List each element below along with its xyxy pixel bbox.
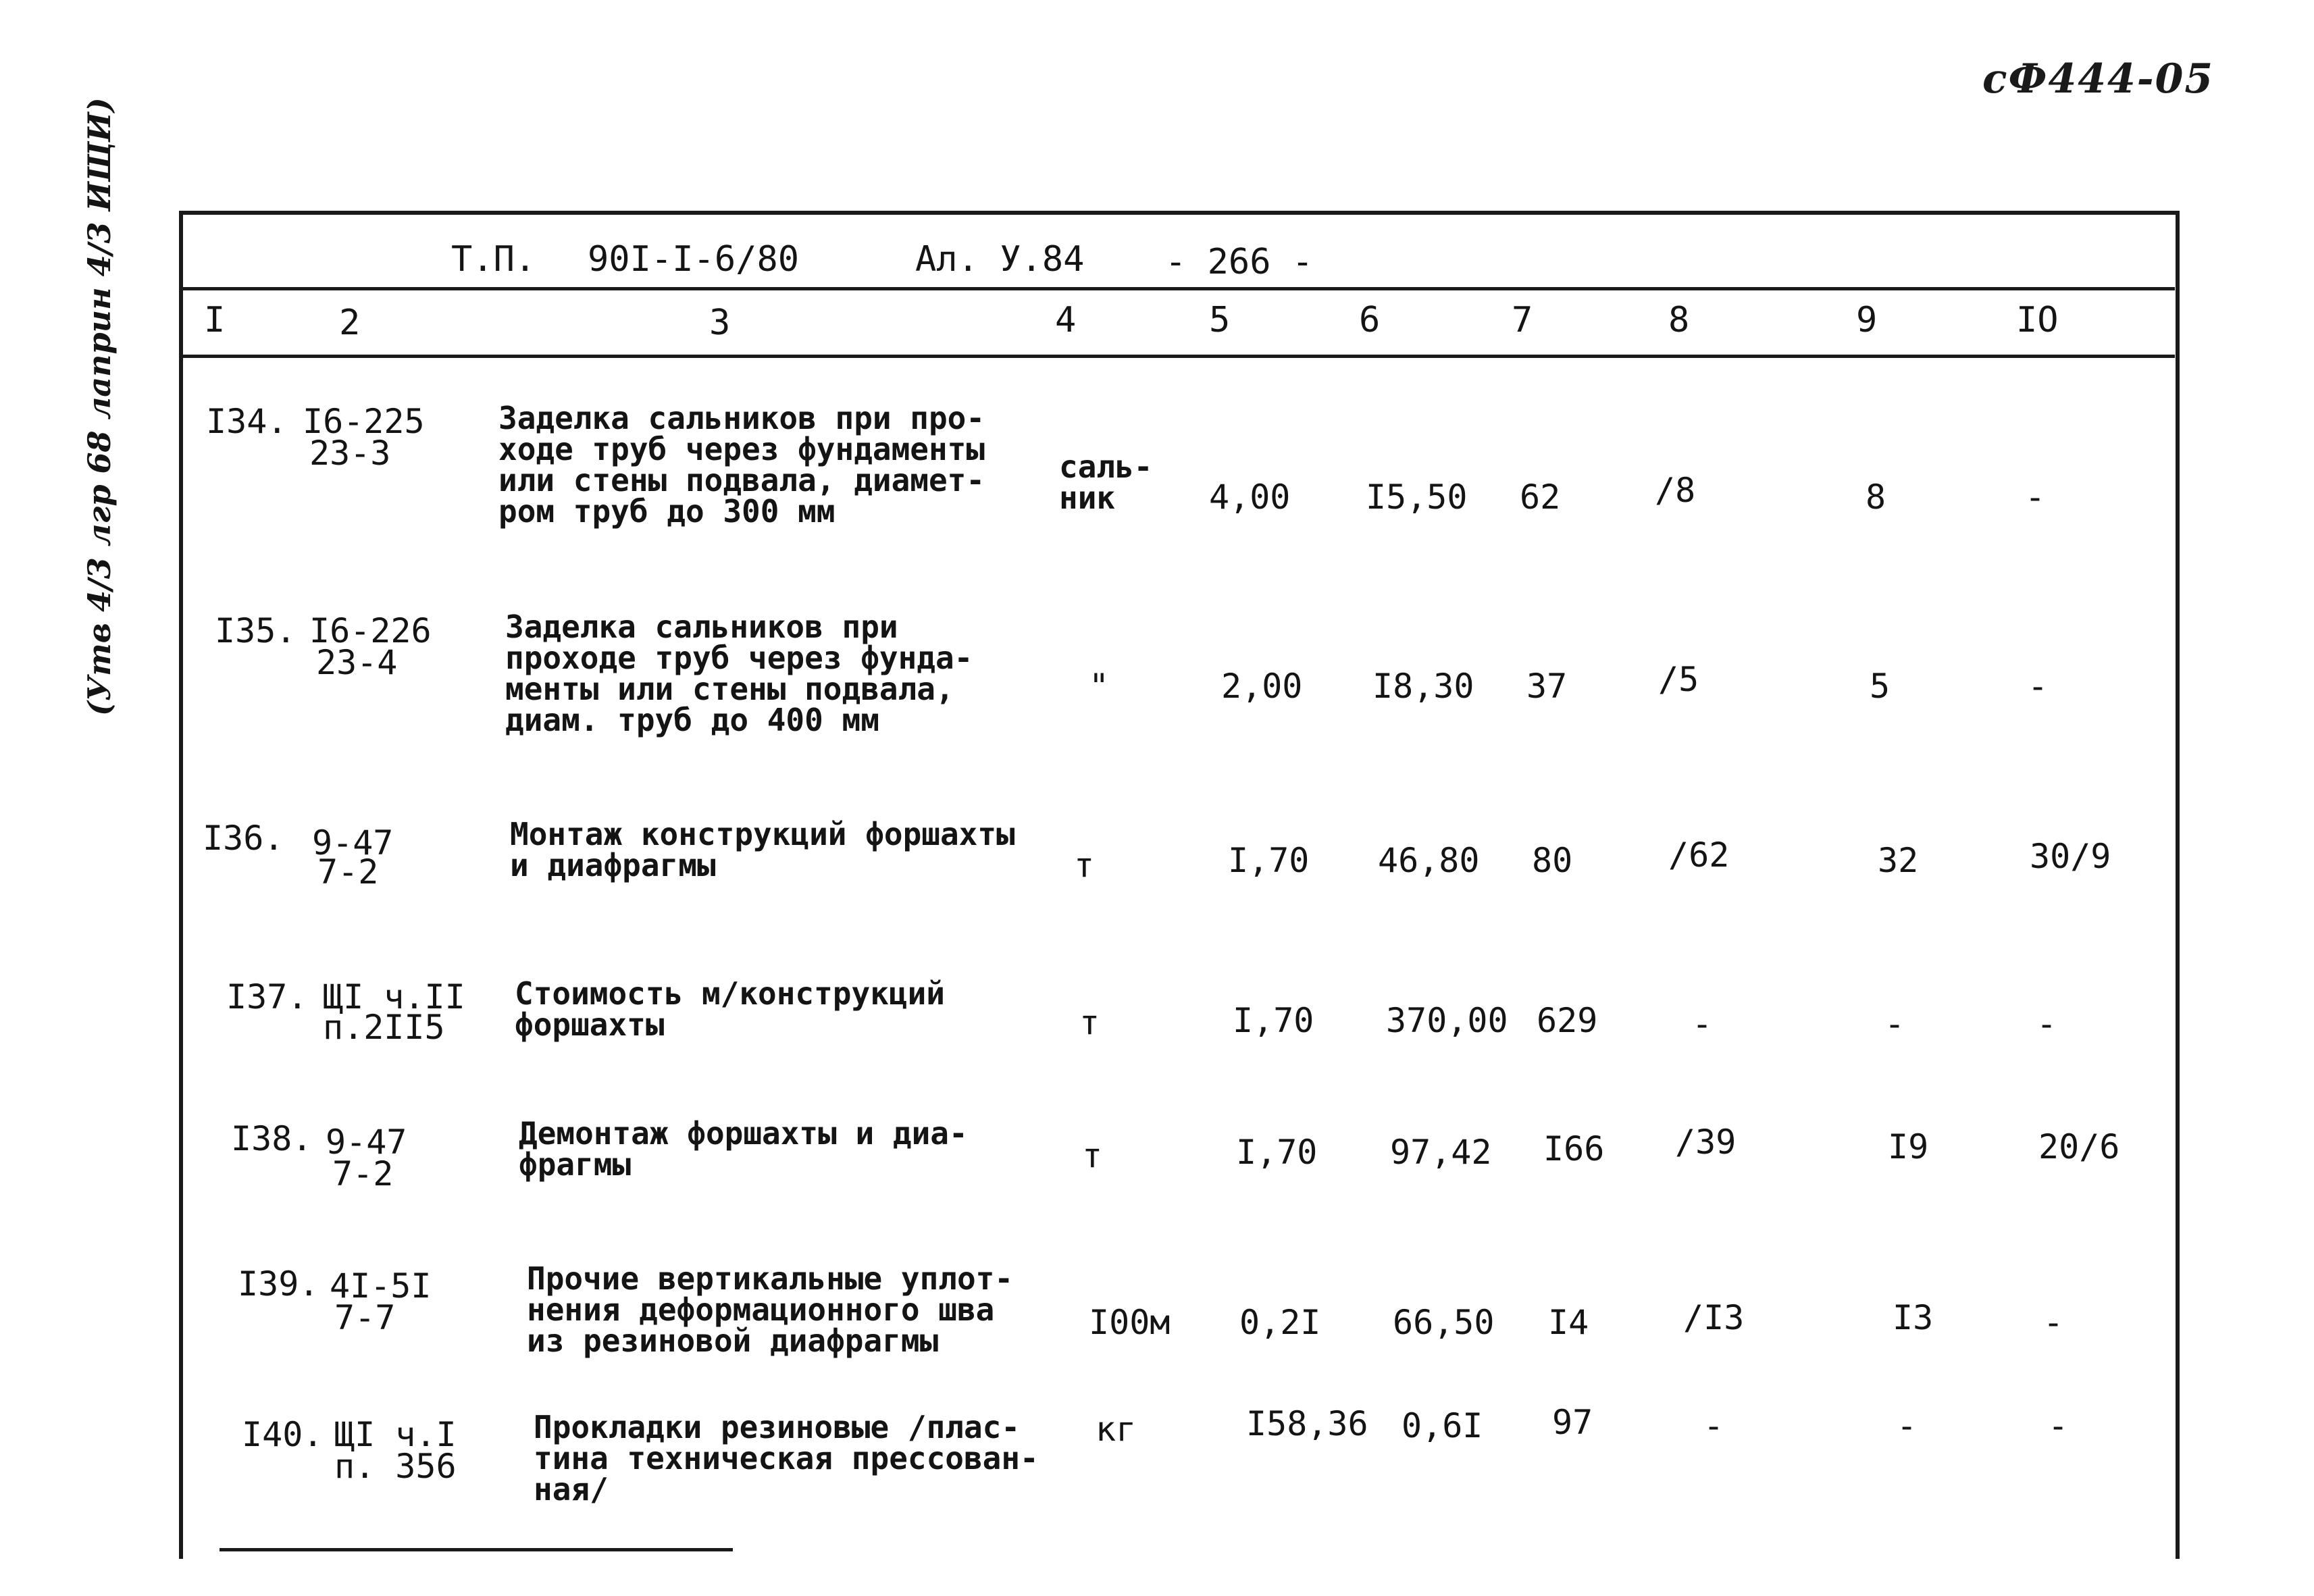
column-header: 3 [709, 303, 731, 343]
row-number: I39. [238, 1264, 319, 1304]
quantity: I,70 [1233, 1001, 1314, 1040]
row-number: I40. [242, 1415, 324, 1454]
column-header: 2 [339, 303, 361, 343]
total-cost: 629 [1537, 1001, 1598, 1040]
title-divider [182, 287, 2175, 290]
rate-code: I6-225 [303, 402, 425, 441]
unit-price: I5,50 [1366, 478, 1468, 517]
rate-subcode: 7-7 [334, 1298, 396, 1337]
quantity: 4,00 [1209, 478, 1291, 517]
rate-subcode: п. 356 [334, 1447, 457, 1486]
unit: " [1089, 667, 1110, 706]
col8-value: /I3 [1683, 1298, 1745, 1337]
col9-value: I9 [1888, 1127, 1929, 1166]
col10-value: 30/9 [2030, 837, 2111, 876]
unit: т [1082, 1136, 1103, 1175]
rate-code: ЩI ч.II [323, 977, 465, 1016]
unit: I00м [1089, 1303, 1171, 1342]
col8-value: /62 [1668, 835, 1730, 875]
rate-subcode: п.2II5 [323, 1008, 445, 1047]
work-description: Прокладки резиновые /плас- тина техническая прессован- ная/ [534, 1409, 1039, 1508]
document-code: сФ444-05 [1982, 55, 2215, 103]
rate-subcode: 23-3 [309, 434, 391, 473]
col10-value: - [2036, 1004, 2057, 1044]
col9-value: - [1884, 1004, 1905, 1044]
unit-price: 370,00 [1386, 1001, 1508, 1040]
unit: т [1074, 846, 1095, 885]
row-number: I37. [226, 977, 308, 1016]
project-number: 90I-I-6/80 [588, 239, 800, 280]
column-header: 8 [1668, 300, 1690, 340]
column-header: IO [2016, 300, 2059, 340]
unit-price: 46,80 [1378, 841, 1480, 880]
tp-label: Т.П. [451, 239, 536, 280]
row-number: I36. [203, 819, 284, 858]
col8-value: /5 [1658, 660, 1699, 699]
unit-price: 66,50 [1393, 1303, 1495, 1342]
column-header: 5 [1209, 300, 1231, 340]
col8-value: - [1703, 1406, 1724, 1445]
row-number: I35. [215, 611, 297, 650]
col9-value: 5 [1870, 667, 1891, 706]
col10-value: - [2043, 1303, 2064, 1342]
col10-value: - [2028, 667, 2049, 706]
work-description: Монтаж конструкций форшахты и диафрагмы [510, 816, 1015, 883]
unit: т [1079, 1003, 1100, 1042]
quantity: I,70 [1228, 841, 1310, 880]
col9-value: 8 [1866, 478, 1886, 517]
rate-code: 4I-5I [330, 1266, 432, 1306]
unit-price: 97,42 [1390, 1133, 1492, 1172]
page-number: - 266 - [1165, 242, 1314, 282]
table-bottom-line [220, 1548, 733, 1551]
unit: саль- ник [1059, 448, 1153, 516]
work-description: Заделка сальников при про- ходе труб через фундаменты или стены подвала, диамет- ром труб до 300 мм [498, 400, 985, 530]
total-cost: I66 [1543, 1129, 1605, 1168]
quantity: 2,00 [1221, 667, 1303, 706]
table-frame [179, 211, 2180, 1559]
total-cost: 37 [1526, 667, 1568, 706]
col8-value: - [1692, 1004, 1713, 1044]
quantity: I58,36 [1246, 1404, 1368, 1443]
rate-code: 9-47 [312, 823, 394, 863]
col9-value: I3 [1893, 1298, 1934, 1337]
column-header: 6 [1359, 300, 1381, 340]
col9-value: - [1897, 1406, 1918, 1445]
rate-subcode: 23-4 [316, 643, 398, 682]
total-cost: 80 [1532, 841, 1573, 880]
work-description: Прочие вертикальные уплот- нения деформационного шва из резиновой диафрагмы [527, 1260, 1014, 1359]
rate-code: ЩI ч.I [334, 1415, 457, 1454]
col9-value: 32 [1878, 841, 1919, 880]
rate-subcode: 7-2 [332, 1154, 394, 1193]
column-header: 7 [1512, 300, 1533, 340]
column-header: I [204, 300, 226, 340]
rate-code: I6-226 [309, 611, 432, 650]
col8-value: /8 [1655, 471, 1696, 510]
total-cost: 97 [1552, 1403, 1593, 1442]
total-cost: 62 [1520, 478, 1561, 517]
unit-price: 0,6I [1402, 1406, 1483, 1445]
album-number: Ал. У.84 [915, 239, 1085, 280]
row-number: I38. [231, 1119, 313, 1158]
quantity: 0,2I [1239, 1303, 1321, 1342]
col10-value: - [2025, 478, 2046, 517]
col10-value: 20/6 [2038, 1127, 2120, 1166]
header-divider [182, 355, 2175, 358]
rate-code: 9-47 [326, 1123, 407, 1162]
work-description: Демонтаж форшахты и диа- фрагмы [519, 1115, 968, 1183]
rate-subcode: 7-2 [317, 852, 379, 892]
column-header: 4 [1055, 300, 1077, 340]
unit-price: I8,30 [1372, 667, 1474, 706]
col10-value: - [2048, 1406, 2069, 1445]
total-cost: I4 [1548, 1303, 1589, 1342]
column-header: 9 [1856, 300, 1878, 340]
quantity: I,70 [1236, 1133, 1318, 1172]
col8-value: /39 [1675, 1123, 1737, 1162]
work-description: Стоимость м/конструкций форшахты [515, 975, 945, 1043]
row-number: I34. [206, 402, 288, 441]
unit: кг [1096, 1410, 1137, 1449]
margin-note: (Утв 4/3 лгр 68 лаприн 4/3 ИЩИ) [81, 97, 118, 716]
work-description: Заделка сальников при проходе труб через фунда- менты или стены подвала, диам. труб до 400 мм [505, 609, 973, 738]
